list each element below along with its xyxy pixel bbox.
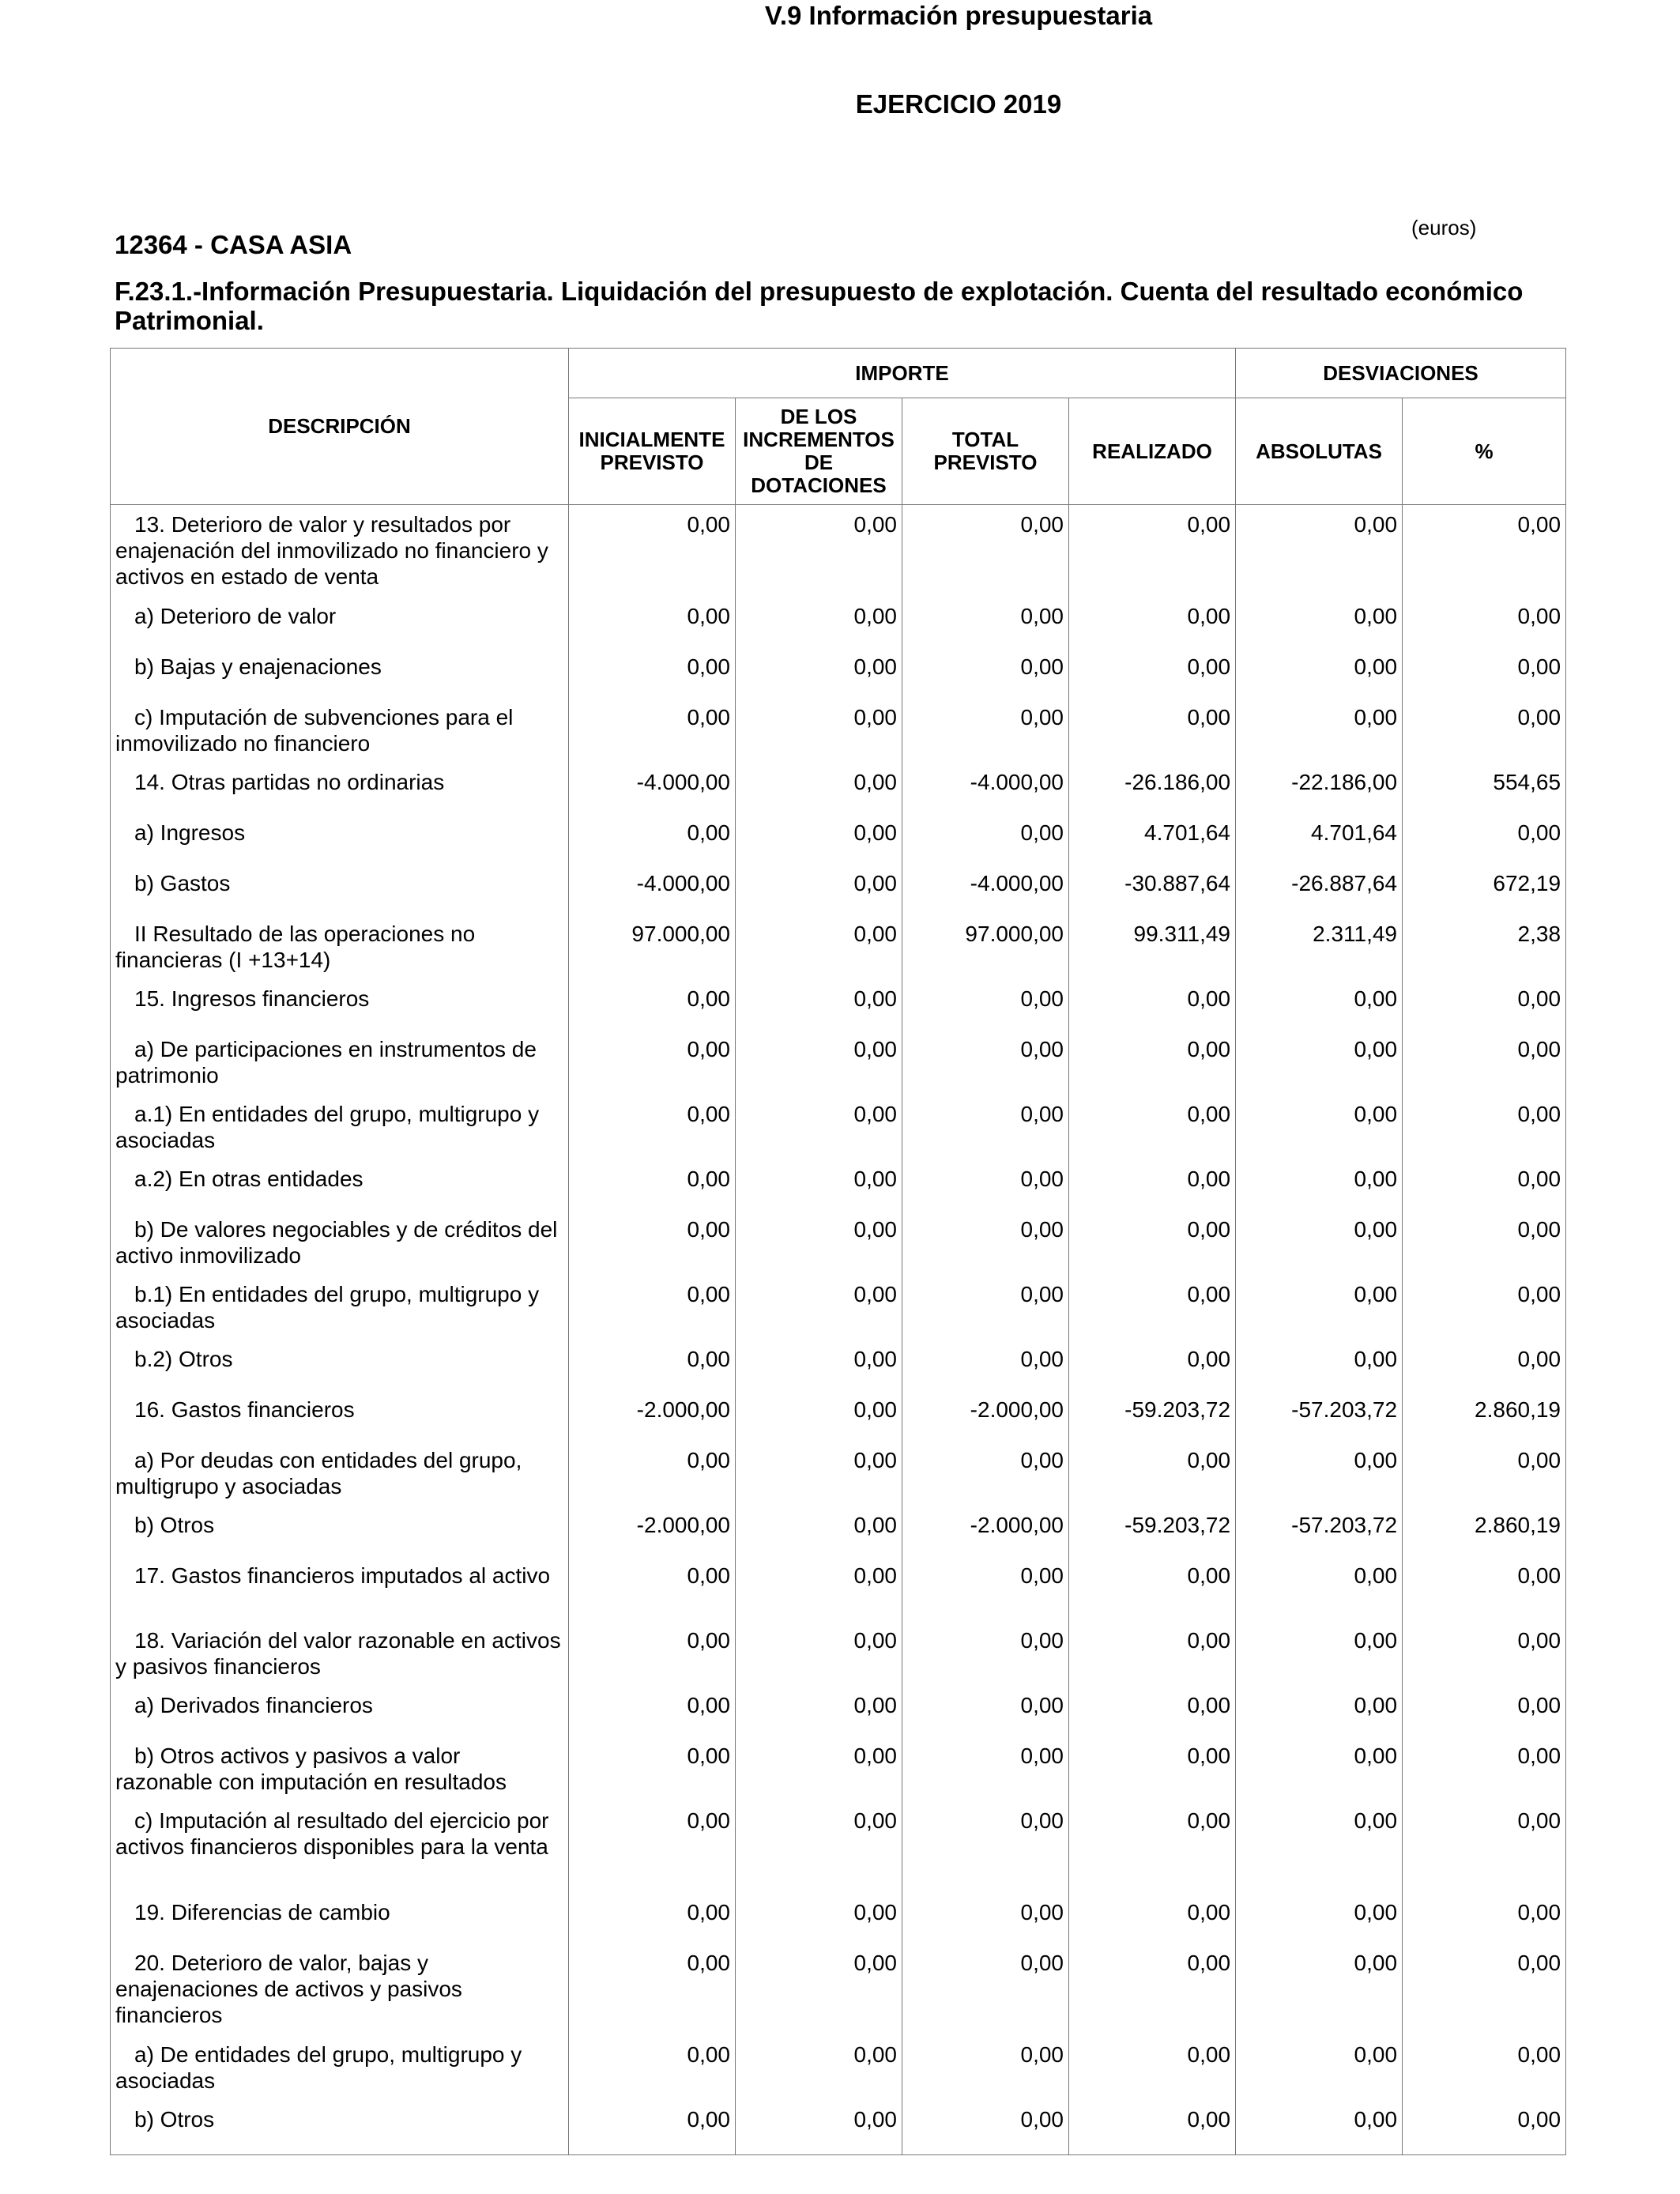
row-description-text: a) Deterioro de valor: [134, 603, 337, 628]
row-value: 0,00: [1069, 1943, 1236, 2035]
table-row: [111, 1159, 1566, 1210]
row-value: -2.000,00: [902, 1506, 1069, 1556]
table-row: [111, 1506, 1566, 1556]
row-value: 0,00: [569, 1210, 736, 1275]
row-value: 0,00: [902, 1030, 1069, 1095]
col-descripcion: DESCRIPCIÓN: [111, 349, 569, 505]
row-value: 0,00: [902, 813, 1069, 864]
row-value: 0,00: [736, 1441, 902, 1506]
row-description-text: a) De participaciones en instrumentos de patrimonio: [115, 1036, 537, 1088]
row-value: 0,00: [569, 1275, 736, 1340]
table-row: [111, 2100, 1566, 2155]
row-description-text: II Resultado de las operaciones no financieras (I +13+14): [115, 921, 476, 972]
row-value: 0,00: [569, 597, 736, 647]
row-value: 0,00: [736, 1159, 902, 1210]
row-description-text: a) De entidades del grupo, multigrupo y asociadas: [115, 2041, 522, 2093]
row-value: 0,00: [902, 1621, 1069, 1686]
row-value: 0,00: [1069, 597, 1236, 647]
row-value: 4.701,64: [1236, 813, 1403, 864]
row-value: 0,00: [736, 1340, 902, 1390]
col-porcentaje: %: [1403, 398, 1566, 505]
col-total-previsto: TOTAL PREVISTO: [902, 398, 1069, 505]
row-value: 0,00: [1403, 979, 1566, 1030]
row-value: 0,00: [1069, 1210, 1236, 1275]
row-value: 0,00: [736, 647, 902, 698]
row-value: 0,00: [736, 1506, 902, 1556]
row-value: 0,00: [569, 1621, 736, 1686]
row-value: 0,00: [569, 1893, 736, 1943]
row-description-text: b) Otros: [134, 1512, 215, 1537]
row-value: -59.203,72: [1069, 1390, 1236, 1441]
row-value: 0,00: [736, 763, 902, 813]
row-value: 0,00: [902, 1686, 1069, 1736]
row-value: 0,00: [1069, 1621, 1236, 1686]
row-value: 0,00: [569, 1340, 736, 1390]
row-value: 0,00: [1069, 1686, 1236, 1736]
row-description-text: a.2) En otras entidades: [134, 1166, 363, 1191]
row-value: 0,00: [1069, 2035, 1236, 2100]
row-description: [111, 1275, 569, 1340]
row-value: 0,00: [902, 1736, 1069, 1801]
row-description-text: 20. Deterioro de valor, bajas y enajenaciones de activos y pasivos financieros: [115, 1950, 462, 2027]
row-value: 0,00: [1403, 813, 1566, 864]
table-row: [111, 1736, 1566, 1801]
table-row: [111, 1441, 1566, 1506]
table-row: [111, 979, 1566, 1030]
col-absolutas: ABSOLUTAS: [1236, 398, 1403, 505]
table-row: [111, 1275, 1566, 1340]
col-incrementos: DE LOS INCREMENTOS DE DOTACIONES: [736, 398, 902, 505]
row-value: 0,00: [902, 647, 1069, 698]
row-description-text: c) Imputación de subvenciones para el inmovilizado no financiero: [115, 704, 514, 756]
row-value: 0,00: [902, 698, 1069, 763]
row-value: 0,00: [736, 1390, 902, 1441]
row-description-text: a) Ingresos: [134, 820, 246, 845]
row-value: 0,00: [569, 1736, 736, 1801]
row-value: 0,00: [1069, 1441, 1236, 1506]
row-description-text: b.1) En entidades del grupo, multigrupo y asociadas: [115, 1281, 540, 1333]
row-value: 0,00: [1069, 1159, 1236, 1210]
row-description-text: 15. Ingresos financieros: [134, 986, 370, 1011]
row-value: 0,00: [1403, 1736, 1566, 1801]
row-value: 0,00: [1236, 597, 1403, 647]
row-description-text: a) Derivados financieros: [134, 1692, 373, 1717]
row-value: 0,00: [1403, 1210, 1566, 1275]
row-description: [111, 1340, 569, 1390]
row-value: -2.000,00: [569, 1390, 736, 1441]
row-description: [111, 1159, 569, 1210]
row-value: 0,00: [1403, 1275, 1566, 1340]
row-value: 0,00: [569, 1801, 736, 1893]
row-value: 0,00: [736, 1621, 902, 1686]
row-value: 0,00: [736, 597, 902, 647]
row-value: 0,00: [902, 1340, 1069, 1390]
row-value: 0,00: [736, 1801, 902, 1893]
table-row: [111, 2035, 1566, 2100]
row-value: 0,00: [569, 505, 736, 597]
row-value: -4.000,00: [569, 864, 736, 914]
row-value: -59.203,72: [1069, 1506, 1236, 1556]
group-importe: IMPORTE: [569, 349, 1236, 398]
row-description: [111, 914, 569, 979]
table-row: [111, 1686, 1566, 1736]
row-value: 0,00: [1069, 1893, 1236, 1943]
table-row: [111, 1801, 1566, 1893]
row-value: 0,00: [736, 1686, 902, 1736]
budget-table: [110, 348, 1566, 2155]
col-realizado: REALIZADO: [1069, 398, 1236, 505]
row-description-text: c) Imputación al resultado del ejercicio por activos financieros disponibles para la venta: [115, 1808, 549, 1859]
row-value: 0,00: [1403, 1441, 1566, 1506]
row-value: 0,00: [1236, 1686, 1403, 1736]
row-value: 0,00: [736, 1275, 902, 1340]
row-value: 0,00: [1403, 2100, 1566, 2155]
group-desviaciones: DESVIACIONES: [1236, 349, 1566, 398]
row-value: 0,00: [736, 2100, 902, 2155]
row-value: 0,00: [902, 2100, 1069, 2155]
row-description-text: 18. Variación del valor razonable en activos y pasivos financieros: [115, 1627, 561, 1679]
row-value: 2.311,49: [1236, 914, 1403, 979]
row-description-text: a) Por deudas con entidades del grupo, multigrupo y asociadas: [115, 1447, 522, 1498]
row-value: 0,00: [736, 1556, 902, 1621]
row-value: 0,00: [1403, 1686, 1566, 1736]
row-value: -2.000,00: [569, 1506, 736, 1556]
row-value: 0,00: [902, 1441, 1069, 1506]
row-description: [111, 1095, 569, 1159]
exercise-title: EJERCICIO 2019: [855, 89, 1062, 119]
col-inicialmente-previsto: INICIALMENTE PREVISTO: [569, 398, 736, 505]
row-value: 0,00: [1069, 1275, 1236, 1340]
row-value: 0,00: [736, 979, 902, 1030]
row-value: 0,00: [1236, 2035, 1403, 2100]
row-description-text: b) Bajas y enajenaciones: [134, 654, 382, 679]
row-description-text: 19. Diferencias de cambio: [134, 1899, 390, 1924]
row-value: 0,00: [902, 597, 1069, 647]
row-value: 0,00: [1403, 647, 1566, 698]
row-value: -30.887,64: [1069, 864, 1236, 914]
report-subtitle: F.23.1.-Información Presupuestaria. Liquidación del presupuesto de explotación. Cuenta del resultado económico Patrimonial.: [115, 277, 1524, 335]
row-value: 0,00: [902, 1943, 1069, 2035]
row-value: 0,00: [569, 813, 736, 864]
row-value: 0,00: [1403, 2035, 1566, 2100]
row-value: 554,65: [1403, 763, 1566, 813]
row-value: 672,19: [1403, 864, 1566, 914]
row-value: 0,00: [1069, 1801, 1236, 1893]
row-value: 0,00: [569, 2100, 736, 2155]
units-label: (euros): [1411, 216, 1477, 239]
row-value: 0,00: [569, 1556, 736, 1621]
row-value: 0,00: [1236, 647, 1403, 698]
row-value: 0,00: [569, 698, 736, 763]
row-value: 0,00: [1236, 1736, 1403, 1801]
table-row: [111, 813, 1566, 864]
row-value: 0,00: [1403, 597, 1566, 647]
row-value: 0,00: [736, 698, 902, 763]
row-value: 0,00: [736, 813, 902, 864]
row-value: 0,00: [569, 1441, 736, 1506]
row-value: 0,00: [1236, 2100, 1403, 2155]
row-value: 0,00: [902, 979, 1069, 1030]
row-value: 2.860,19: [1403, 1506, 1566, 1556]
row-description-text: 13. Deterioro de valor y resultados por enajenación del inmovilizado no financiero y activos en estado de venta: [115, 512, 548, 589]
row-value: 0,00: [1069, 698, 1236, 763]
table-row: [111, 647, 1566, 698]
row-description: [111, 1686, 569, 1736]
row-value: -26.887,64: [1236, 864, 1403, 914]
row-description: [111, 813, 569, 864]
row-value: 0,00: [1236, 1030, 1403, 1095]
row-description: [111, 1621, 569, 1686]
table-row: [111, 1095, 1566, 1159]
table-row: [111, 1340, 1566, 1390]
table-row: [111, 1556, 1566, 1621]
row-description: [111, 1210, 569, 1275]
row-value: 0,00: [1236, 1801, 1403, 1893]
row-description-text: b) De valores negociables y de créditos del activo inmovilizado: [115, 1216, 558, 1268]
row-value: 0,00: [902, 1556, 1069, 1621]
row-value: 0,00: [1403, 1556, 1566, 1621]
row-description-text: a.1) En entidades del grupo, multigrupo y asociadas: [115, 1101, 540, 1152]
row-description: [111, 505, 569, 597]
row-description-text: b) Otros: [134, 2106, 215, 2132]
row-description: [111, 698, 569, 763]
row-value: -4.000,00: [569, 763, 736, 813]
row-description: [111, 1556, 569, 1621]
row-value: 0,00: [1236, 1275, 1403, 1340]
table-row: [111, 1030, 1566, 1095]
row-value: 0,00: [1069, 1340, 1236, 1390]
section-title: V.9 Información presupuestaria: [764, 1, 1153, 30]
row-description: [111, 1441, 569, 1506]
row-value: -57.203,72: [1236, 1506, 1403, 1556]
row-value: -2.000,00: [902, 1390, 1069, 1441]
table-row: [111, 505, 1566, 597]
row-value: 0,00: [1403, 1095, 1566, 1159]
table-row: [111, 1943, 1566, 2035]
row-value: 0,00: [736, 1210, 902, 1275]
row-value: 0,00: [1236, 979, 1403, 1030]
entity-name: 12364 - CASA ASIA: [115, 230, 352, 259]
row-value: 0,00: [736, 1893, 902, 1943]
row-value: 0,00: [736, 1943, 902, 2035]
row-value: 0,00: [1069, 1030, 1236, 1095]
row-description: [111, 1943, 569, 2035]
row-value: 0,00: [1069, 979, 1236, 1030]
table-row: [111, 763, 1566, 813]
row-description: [111, 647, 569, 698]
row-value: 0,00: [902, 2035, 1069, 2100]
row-value: 0,00: [1236, 505, 1403, 597]
row-value: 0,00: [902, 1095, 1069, 1159]
row-value: 0,00: [569, 979, 736, 1030]
row-value: -22.186,00: [1236, 763, 1403, 813]
row-description: [111, 1736, 569, 1801]
row-value: 97.000,00: [902, 914, 1069, 979]
table-row: [111, 1390, 1566, 1441]
row-value: 0,00: [1236, 1340, 1403, 1390]
row-value: 2.860,19: [1403, 1390, 1566, 1441]
row-value: 97.000,00: [569, 914, 736, 979]
row-description: [111, 979, 569, 1030]
row-value: 99.311,49: [1069, 914, 1236, 979]
row-value: 0,00: [736, 2035, 902, 2100]
row-value: 0,00: [1236, 1621, 1403, 1686]
row-value: 0,00: [1403, 1030, 1566, 1095]
row-description-text: b.2) Otros: [134, 1346, 233, 1371]
row-value: 4.701,64: [1069, 813, 1236, 864]
row-description: [111, 763, 569, 813]
row-value: 0,00: [902, 1893, 1069, 1943]
row-description: [111, 1801, 569, 1893]
row-value: 0,00: [1069, 1736, 1236, 1801]
table-row: [111, 914, 1566, 979]
row-description-text: b) Gastos: [134, 870, 231, 895]
row-value: 0,00: [1403, 505, 1566, 597]
row-value: 0,00: [1069, 2100, 1236, 2155]
row-description-text: 17. Gastos financieros imputados al activo: [134, 1563, 551, 1588]
row-value: 0,00: [736, 1736, 902, 1801]
row-value: 0,00: [736, 505, 902, 597]
row-value: 0,00: [902, 1275, 1069, 1340]
row-value: 2,38: [1403, 914, 1566, 979]
row-description: [111, 2100, 569, 2155]
row-value: 0,00: [1236, 1095, 1403, 1159]
row-value: 0,00: [569, 2035, 736, 2100]
row-value: 0,00: [1403, 1801, 1566, 1893]
table-body: [111, 505, 1566, 2155]
row-value: 0,00: [569, 647, 736, 698]
table-row: [111, 1621, 1566, 1686]
row-value: 0,00: [1403, 1621, 1566, 1686]
table-row: [111, 698, 1566, 763]
row-value: 0,00: [1403, 1893, 1566, 1943]
table-row: [111, 1893, 1566, 1943]
row-value: 0,00: [1236, 1159, 1403, 1210]
row-value: 0,00: [902, 1210, 1069, 1275]
row-description: [111, 2035, 569, 2100]
row-value: 0,00: [569, 1943, 736, 2035]
table-row: [111, 597, 1566, 647]
row-value: 0,00: [736, 864, 902, 914]
row-value: -57.203,72: [1236, 1390, 1403, 1441]
row-description: [111, 597, 569, 647]
row-description: [111, 1390, 569, 1441]
table-row: [111, 864, 1566, 914]
row-value: 0,00: [1236, 1943, 1403, 2035]
row-description: [111, 1030, 569, 1095]
row-description: [111, 1506, 569, 1556]
row-value: -26.186,00: [1069, 763, 1236, 813]
row-value: 0,00: [1236, 1441, 1403, 1506]
row-value: 0,00: [569, 1686, 736, 1736]
row-value: 0,00: [902, 505, 1069, 597]
row-value: 0,00: [1069, 1556, 1236, 1621]
row-value: 0,00: [1403, 698, 1566, 763]
row-description: [111, 1893, 569, 1943]
row-value: 0,00: [1069, 647, 1236, 698]
row-value: 0,00: [902, 1159, 1069, 1210]
row-value: 0,00: [569, 1159, 736, 1210]
row-value: 0,00: [902, 1801, 1069, 1893]
row-value: 0,00: [736, 1095, 902, 1159]
row-value: 0,00: [569, 1095, 736, 1159]
row-value: 0,00: [1403, 1159, 1566, 1210]
row-value: 0,00: [1069, 505, 1236, 597]
row-value: 0,00: [1236, 1210, 1403, 1275]
row-value: 0,00: [1236, 1893, 1403, 1943]
row-value: 0,00: [1236, 1556, 1403, 1621]
row-value: -4.000,00: [902, 864, 1069, 914]
row-value: -4.000,00: [902, 763, 1069, 813]
row-description: [111, 864, 569, 914]
table-row: [111, 1210, 1566, 1275]
row-value: 0,00: [736, 1030, 902, 1095]
row-description-text: 16. Gastos financieros: [134, 1397, 355, 1422]
row-value: 0,00: [1403, 1943, 1566, 2035]
row-value: 0,00: [569, 1030, 736, 1095]
row-description-text: b) Otros activos y pasivos a valor razonable con imputación en resultados: [115, 1743, 507, 1794]
row-value: 0,00: [1236, 698, 1403, 763]
row-value: 0,00: [1069, 1095, 1236, 1159]
row-value: 0,00: [1403, 1340, 1566, 1390]
row-value: 0,00: [736, 914, 902, 979]
row-description-text: 14. Otras partidas no ordinarias: [134, 769, 445, 794]
